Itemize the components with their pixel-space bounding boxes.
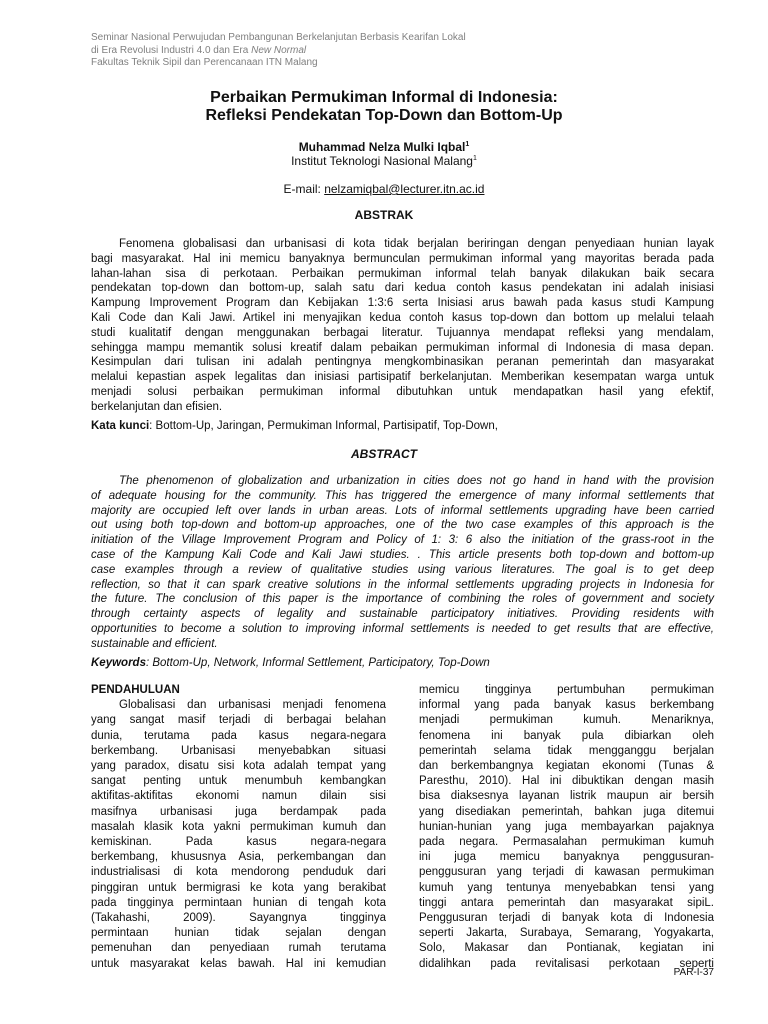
text-line: Penggusuran terjadi di banyak kota di Indonesia bbox=[419, 912, 714, 925]
text-line: ini juga memicu banyaknya penggusuran- bbox=[419, 851, 714, 864]
text-line: kemiskinan. Pada kasus negara-negara bbox=[91, 836, 386, 849]
text-line: fenomena ini banyak pula dibiarkan oleh bbox=[419, 729, 714, 742]
text-line: hunian-hunian yang juga membayarkan pajaknya bbox=[419, 820, 714, 833]
keywords bbox=[91, 656, 714, 670]
text-line: majority are occupied left over lands in urban areas. Lots of informal settlements upgrading have been carried bbox=[91, 504, 714, 517]
running-header bbox=[91, 32, 466, 70]
text-line: pada tingginya permintaan hunian di tengah kota bbox=[91, 896, 386, 909]
text-line: memicu tingginya pertumbuhan permukiman bbox=[419, 684, 714, 696]
keywords-text: : Bottom-Up, Network, Informal Settlement, Participatory, Top-Down bbox=[145, 657, 490, 669]
text-line: penggusuran yang terjadi di kawasan permukiman bbox=[419, 866, 714, 879]
text-line: permintaan hunian tidak sejalan dengan bbox=[91, 927, 386, 940]
text-line: dan berkembangnya kegiatan ekonomi (Tunas & bbox=[419, 760, 714, 773]
text-line: menjadi permukiman kumuh. Menariknya, bbox=[419, 714, 714, 727]
author-affiliation bbox=[0, 154, 768, 168]
text-line: yang paradox, disatu sisi kota adalah tempat yang bbox=[91, 760, 386, 773]
header-line-2-italic: New Normal bbox=[251, 44, 307, 56]
text-line: lahan-lahan sisa di perkotaan. Perbaikan permukiman informal telah banyak dilakukan baik secara bbox=[91, 267, 714, 280]
text-line: (Takahashi, 2009). Sayangnya tingginya bbox=[91, 912, 386, 925]
text-line: melalui kepastian aspek legalitas dan inisiasi partisipatif berkelanjutan. Memberikan kesempatan warga untuk bbox=[91, 371, 714, 384]
affiliation-text: Institut Teknologi Nasional Malang bbox=[291, 154, 473, 168]
email-link[interactable]: nelzamiqbal@lecturer.itn.ac.id bbox=[324, 182, 485, 196]
text-line: pemenuhan dan penyediaan rumah terutama bbox=[91, 942, 386, 955]
text-line: berkembang. Urbanisasi menyebabkan situasi bbox=[91, 744, 386, 757]
text-line: through certainty aspects of legality and sustainable participatory initiatives. Providing residents with bbox=[91, 608, 714, 621]
text-line: The phenomenon of globalization and urbanization in cities does not go hand in hand with the provision bbox=[119, 475, 714, 487]
keywords-label: Keywords bbox=[91, 657, 146, 669]
abstract-heading: ABSTRACT bbox=[351, 447, 417, 461]
text-line: sehingga mampu memantik solusi kreatif dalam pebaikan permukiman informal di Indonesia di masa depan. bbox=[91, 341, 714, 354]
text-line: out using both top-down and bottom-up approaches, one of the two case examples of this approach is the bbox=[91, 519, 714, 532]
text-line: case of the Kampung Kali Code and Kali Jawi studies. . This article presents both top-down and bottom-up bbox=[91, 548, 714, 561]
text-line: aktifitas-aktifitas ekonomi namun dilain sisi bbox=[91, 790, 386, 803]
text-line: bisa diaksesnya layanan listrik maupun air bersih bbox=[419, 790, 714, 803]
text-line: yang disediakan pemerintah, bahkan juga ditemui bbox=[419, 805, 714, 818]
text-line: tinggi antara pemerintah dan masyarakat sipiL. bbox=[419, 896, 714, 909]
pendahuluan-left-column bbox=[91, 683, 386, 972]
text-line: masalah klasik kota yakni permukiman kumuh dan bbox=[91, 820, 386, 833]
text-line: of adequate housing for the community. This has triggered the emergence of many informal settlements that bbox=[91, 489, 714, 502]
text-line: masifnya urbanisasi juga berdampak pada bbox=[91, 805, 386, 818]
text-line: kumuh yang tentunya menyebabkan tensi yang bbox=[419, 881, 714, 894]
text-line: sustainable and efficient. bbox=[91, 637, 218, 650]
text-line: Kesimpulan dari tulisan ini adalah pentingnya mengkombinasikan peranan pemerintah dan masyarakat bbox=[91, 356, 714, 369]
text-line: industrialisasi di kota mendorong penduduk dari bbox=[91, 866, 386, 879]
pendahuluan-heading: PENDAHULUAN bbox=[91, 684, 180, 696]
kata-kunci bbox=[91, 419, 714, 433]
kata-kunci-text: : Bottom-Up, Jaringan, Permukiman Informal, Partisipatif, Top-Down, bbox=[149, 420, 498, 432]
pendahuluan-right-column bbox=[419, 683, 714, 972]
text-line: initiation of the Village Improvement Program and Policy of 1: 3: 6 also the initiation of the grass-root in the bbox=[91, 534, 714, 547]
text-line: berkelanjutan dan efisien. bbox=[91, 400, 223, 413]
text-line: opportunities to become a solution to improving informal settlements is needed to get results that are effective, bbox=[91, 622, 714, 635]
text-line: yang sangat masif terjadi di berbagai belahan bbox=[91, 714, 386, 727]
text-line: dunia, terutama pada kasus negara-negara bbox=[91, 729, 386, 742]
text-line: pada negara. Permasalahan permukiman kumuh bbox=[419, 836, 714, 849]
header-line-3: Fakultas Teknik Sipil dan Perencanaan ITN Malang bbox=[91, 57, 318, 69]
text-line: studi kualitatif dengan menggunakan berbagai literatur. Tujuannya mendapat refleksi yang mendalam, bbox=[91, 326, 714, 339]
text-line: seperti Jakarta, Surabaya, Semarang, Yogyakarta, bbox=[419, 927, 714, 940]
affiliation-superscript: 1 bbox=[472, 155, 477, 162]
email-label: E-mail: bbox=[283, 182, 325, 196]
kata-kunci-label: Kata kunci bbox=[91, 420, 150, 432]
text-line: pendekatan top-down dan bottom-up, salah satu dari kedua contoh kasus pendekatan ini adalah inisiasi bbox=[91, 282, 714, 295]
text-line: menjadi solusi perbaikan permukiman informal dibutuhkan untuk mendapatkan hasil yang efektif, bbox=[91, 385, 714, 398]
author-name bbox=[0, 140, 768, 154]
title-line-2: Refleksi Pendekatan Top-Down dan Bottom-Up bbox=[205, 107, 563, 124]
abstrak-heading: ABSTRAK bbox=[354, 208, 414, 222]
text-line: reflection, so that it can spark creative solutions in the informal settlements upgrading projects in Indonesia for bbox=[91, 578, 714, 591]
text-line: bagi masyarakat. Hal ini memicu banyaknya bermunculan permukiman informal yang mayoritas berada pada bbox=[91, 252, 714, 265]
text-line: case examples through a review of qualitative studies using various literatures. The goal is to get deep bbox=[91, 563, 714, 576]
text-line: informal yang pada banyak kasus berkembang bbox=[419, 699, 714, 712]
text-line: didalihkan pada revitalisasi perkotaan seperti bbox=[419, 957, 714, 970]
author-email bbox=[0, 182, 768, 196]
text-line: untuk masyarakat kelas bawah. Hal ini kemudian bbox=[91, 957, 386, 970]
text-line: Kali Code dan Kali Jawi. Artikel ini menyajikan kedua contoh kasus top-down dan bottom up melalui telaah bbox=[91, 311, 714, 324]
text-line: berkembang, khususnya Asia, perkembangan dan bbox=[91, 851, 386, 864]
abstract-body bbox=[91, 474, 714, 652]
text-line: pemerintah selama tidak mengganggu berjalan bbox=[419, 744, 714, 757]
header-line-2-text: di Era Revolusi Industri 4.0 dan Era bbox=[91, 44, 252, 56]
author-superscript: 1 bbox=[465, 141, 470, 148]
header-line-2 bbox=[91, 45, 466, 58]
author-name-text: Muhammad Nelza Mulki Iqbal bbox=[298, 140, 466, 154]
title-line-1: Perbaikan Permukiman Informal di Indonesia: bbox=[210, 89, 558, 106]
abstrak-body bbox=[91, 237, 714, 415]
text-line: the future. The conclusion of this paper is the importance of combining the roles of government and society bbox=[91, 593, 714, 606]
text-line: Paresthu, 2010). Hal ini dibuktikan dengan masih bbox=[419, 775, 714, 788]
text-line: pinggiran untuk bermigrasi ke kota yang berakibat bbox=[91, 881, 386, 894]
paper-title bbox=[0, 89, 768, 125]
page-number: PAR-I-37 bbox=[673, 967, 714, 978]
text-line: Globalisasi dan urbanisasi menjadi fenomena bbox=[119, 699, 386, 712]
text-line: Fenomena globalisasi dan urbanisasi di kota tidak berjalan beriringan dengan penyediaan hunian layak bbox=[119, 238, 714, 250]
text-line: Solo, Makasar dan Pontianak, kegiatan ini bbox=[419, 942, 714, 955]
text-line: Kampung Improvement Program dan Kebijakan 1:3:6 serta Inisiasi arus bawah pada kasus studi Kampung bbox=[91, 297, 714, 310]
header-line-1: Seminar Nasional Perwujudan Pembangunan Berkelanjutan Berbasis Kearifan Lokal bbox=[91, 32, 466, 43]
text-line: sangat penting untuk menumbuh kembangkan bbox=[91, 775, 386, 788]
